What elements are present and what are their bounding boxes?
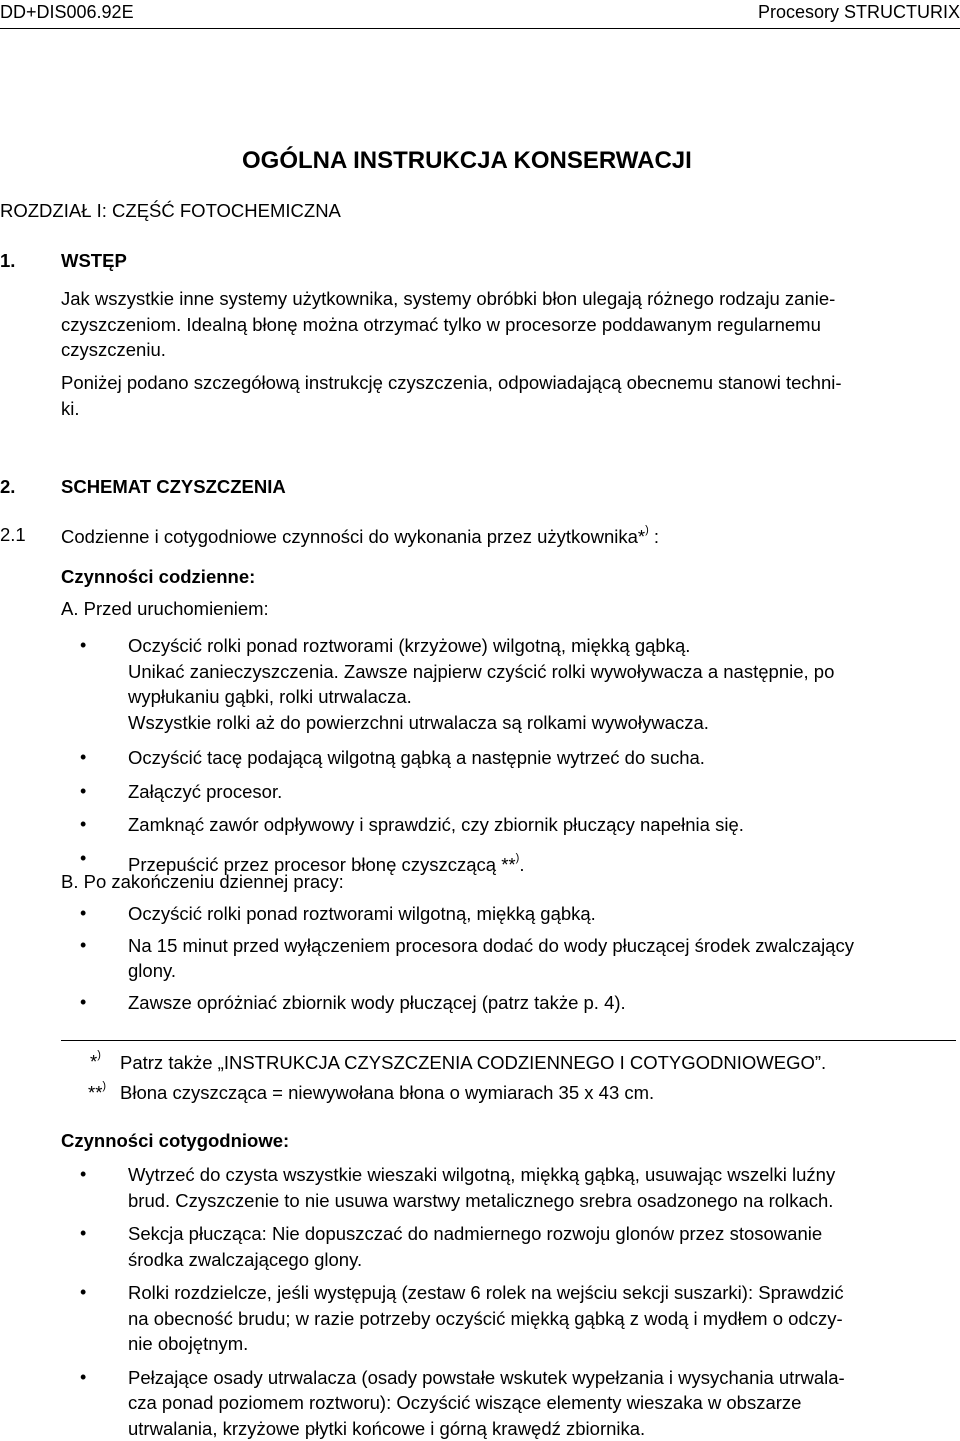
list-line: na obecność brudu; w razie potrzeby oczyścić miękką gąbką z wodą i mydłem o odczy- — [128, 1306, 960, 1332]
list-item — [80, 812, 960, 838]
list-line: Wszystkie rolki aż do powierzchni utrwalacza są rolkami wywoływacza. — [128, 710, 960, 736]
list-item — [80, 1221, 960, 1272]
list-text: Przepuścić przez procesor błonę czyszczącą ** — [128, 854, 516, 875]
intro-line: czyszczeniu. — [61, 337, 956, 363]
part-b-heading: B. Po zakończeniu dziennej pracy: — [61, 871, 344, 893]
list-item — [80, 633, 960, 735]
list-tail: . — [519, 854, 524, 875]
intro-paragraph-1 — [61, 286, 956, 363]
list-line: cza ponad poziomem roztworu): Oczyścić wiszące elementy wieszaka w obszarze — [128, 1390, 960, 1416]
weekly-tasks-heading: Czynności cotygodniowe: — [61, 1130, 289, 1152]
list-line: nie obojętnym. — [128, 1331, 960, 1357]
intro-line: Jak wszystkie inne systemy użytkownika, systemy obróbki błon ulegają różnego rodzaju zanie- — [61, 286, 956, 312]
list-line: • Oczyścić rolki ponad roztworami wilgotną, miękką gąbką. — [128, 901, 960, 927]
list-item — [80, 990, 960, 1016]
part-b-list — [80, 901, 960, 1015]
intro-line: czyszczeniom. Idealną błonę można otrzymać tylko w procesorze poddawanym regularnemu — [61, 312, 956, 338]
footnote-2-mark — [88, 1080, 106, 1104]
list-line: • Rolki rozdzielcze, jeśli występują (zestaw 6 rolek na wejściu sekcji suszarki): Sprawdzić — [128, 1280, 960, 1306]
doc-code: DD+DIS006.92E — [0, 2, 134, 23]
footnote-mark: ** — [88, 1082, 102, 1103]
footnote-ref: ) — [645, 524, 649, 536]
page-header — [0, 0, 960, 29]
list-line: • Oczyścić rolki ponad roztworami (krzyżowe) wilgotną, miękką gąbką. — [128, 633, 960, 659]
part-a-heading: A. Przed uruchomieniem: — [61, 598, 269, 620]
list-line: • Pełzające osady utrwalacza (osady powstałe wskutek wypełzania i wysychania utrwala- — [128, 1365, 960, 1391]
list-line: brud. Czyszczenie to nie usuwa warstwy metalicznego srebra osadzonego na rolkach. — [128, 1188, 960, 1214]
list-item — [80, 933, 960, 984]
daily-tasks-heading: Czynności codzienne: — [61, 566, 255, 588]
chapter-heading: ROZDZIAŁ I: CZĘŚĆ FOTOCHEMICZNA — [0, 200, 341, 222]
doc-product: Procesory STRUCTURIX — [758, 2, 960, 23]
intro-line: ki. — [61, 396, 956, 422]
page-title: OGÓLNA INSTRUKCJA KONSERWACJI — [242, 147, 692, 175]
subsection-tail: : — [654, 526, 659, 547]
list-line: • Na 15 minut przed wyłączeniem procesora dodać do wody płuczącej środek zwalczający — [128, 933, 960, 959]
list-line: wypłukaniu gąbki, rolki utrwalacza. — [128, 684, 960, 710]
subsection-text: Codzienne i cotygodniowe czynności do wykonania przez użytkownika* — [61, 526, 645, 547]
section-2-heading: SCHEMAT CZYSZCZENIA — [61, 476, 286, 498]
list-line: środka zwalczającego glony. — [128, 1247, 960, 1273]
footnote-sup: ) — [102, 1080, 106, 1092]
footnote-separator — [61, 1040, 956, 1041]
list-item — [80, 1280, 960, 1357]
list-line: Unikać zanieczyszczenia. Zawsze najpierw czyścić rolki wywoływacza a następnie, po — [128, 659, 960, 685]
list-item — [80, 745, 960, 771]
footnote-1-text: Patrz także „INSTRUKCJA CZYSZCZENIA CODZIENNEGO I COTYGODNIOWEGO”. — [120, 1052, 826, 1074]
list-line: • Wytrzeć do czysta wszystkie wieszaki wilgotną, miękką gąbką, usuwając wszelki luźny — [128, 1162, 960, 1188]
list-line: utrwalania, krzyżowe płytki końcowe i górną krawędź zbiornika. — [128, 1416, 960, 1441]
intro-paragraph-2 — [61, 370, 956, 421]
part-a-list — [80, 633, 960, 877]
footnote-ref: ) — [516, 852, 520, 864]
list-line: • Sekcja płucząca: Nie dopuszczać do nadmiernego rozwoju glonów przez stosowanie — [128, 1221, 960, 1247]
section-1-heading: WSTĘP — [61, 250, 127, 272]
subsection-2-1-heading — [61, 524, 659, 548]
list-line: • Zawsze opróżniać zbiornik wody płuczącej (patrz także p. 4). — [128, 990, 960, 1016]
footnote-1-mark — [90, 1049, 101, 1073]
footnote-2-text: Błona czyszcząca = niewywołana błona o wymiarach 35 x 43 cm. — [120, 1082, 654, 1104]
list-item — [80, 1162, 960, 1213]
footnote-mark: * — [90, 1051, 97, 1072]
list-line: glony. — [128, 958, 960, 984]
list-item — [80, 779, 960, 805]
footnote-sup: ) — [97, 1049, 101, 1061]
list-line: • Oczyścić tacę podającą wilgotną gąbką a następnie wytrzeć do sucha. — [128, 745, 960, 771]
subsection-2-1-number: 2.1 — [0, 524, 26, 546]
section-2-number: 2. — [0, 476, 15, 498]
weekly-list — [80, 1162, 960, 1441]
list-line: • Załączyć procesor. — [128, 779, 960, 805]
list-line: • Zamknąć zawór odpływowy i sprawdzić, czy zbiornik płuczący napełnia się. — [128, 812, 960, 838]
section-1-number: 1. — [0, 250, 15, 272]
list-item — [80, 901, 960, 927]
intro-line: Poniżej podano szczegółową instrukcję czyszczenia, odpowiadającą obecnemu stanowi techni- — [61, 370, 956, 396]
